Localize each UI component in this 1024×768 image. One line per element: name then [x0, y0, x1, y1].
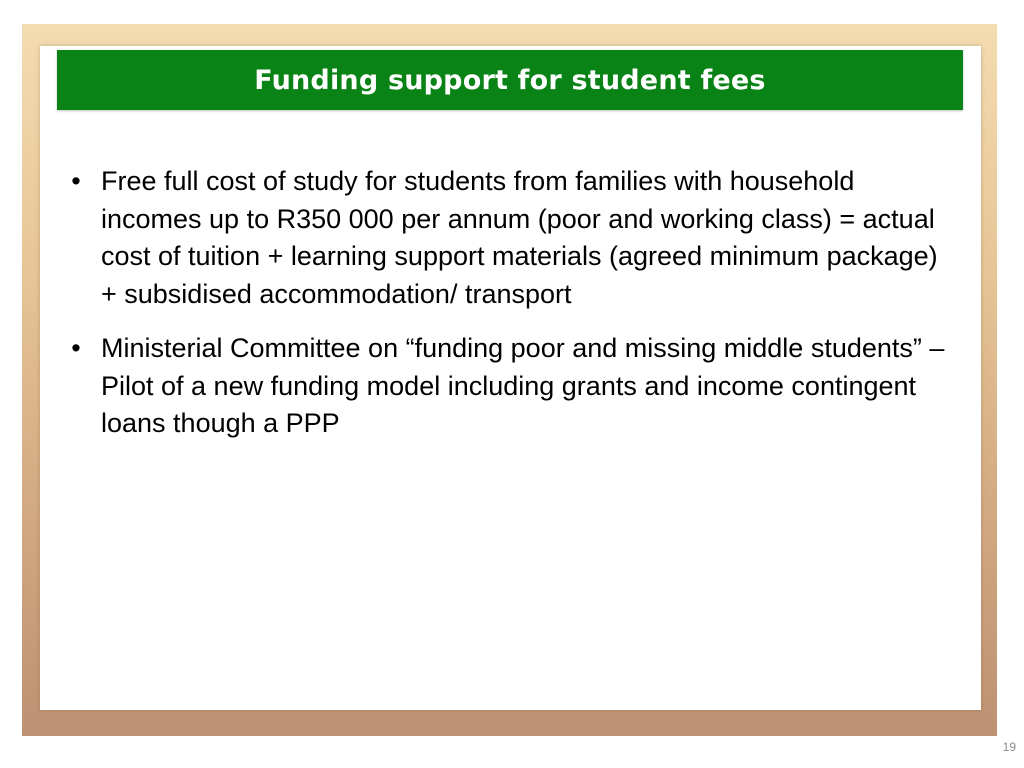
- bullet-text-2: Ministerial Committee on “funding poor and missing middle students” – Pilot of a new funding model including grants and income contingent loans though a PPP: [101, 333, 945, 438]
- title-bar: [57, 50, 963, 110]
- page-number: 19: [1002, 740, 1016, 754]
- bullet-item-2: [68, 330, 958, 443]
- bullet-icon: •: [71, 166, 81, 196]
- slide-body: [68, 163, 958, 460]
- slide-title: Funding support for student fees: [254, 64, 766, 96]
- bullet-item-1: [68, 163, 958, 313]
- bullet-text-1: Free full cost of study for students from families with household incomes up to R350 000 per annum (poor and working class) = actual cost of tuition + learning support materials (agreed minimum package) + subsidised accommodation/ transport: [101, 166, 938, 309]
- bullet-list: [68, 163, 958, 443]
- bullet-icon: •: [71, 333, 81, 363]
